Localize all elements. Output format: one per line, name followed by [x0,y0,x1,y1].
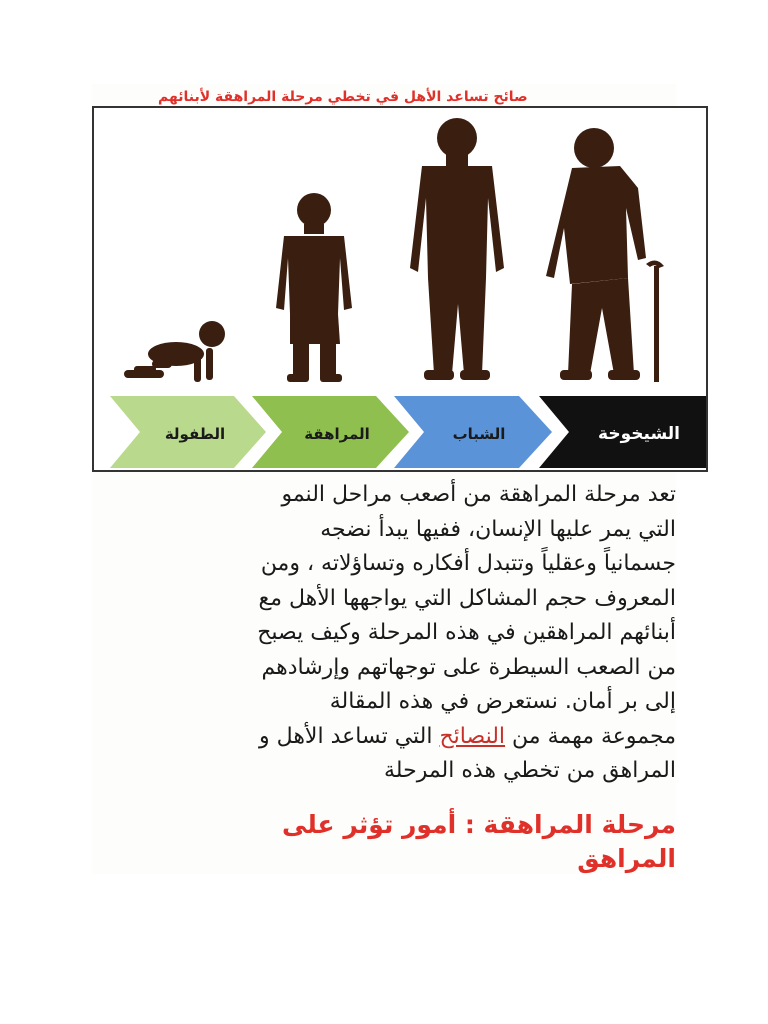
teen-silhouette [276,193,352,382]
section-heading [94,808,676,876]
body-line: جسمانياً وعقلياً وتتبدل أفكاره وتساؤلاته ، ومن [260,551,676,576]
stage-label-adolescence: المراهقة [304,425,370,443]
article-title: صائح تساعد الأهل في تخطي مرحلة المراهقة لأبنائهم [158,89,528,105]
tips-link[interactable]: النصائح [439,723,506,749]
body-line: التي يمر عليها الإنسان، ففيها يبدأ نضجه [320,516,676,542]
stage-arrow-adolescence [252,396,409,468]
stage-arrow-childhood [110,396,266,468]
stage-label-youth: الشباب [452,425,506,443]
article-body [94,478,676,789]
body-line: المراهق من تخطي هذه المرحلة [384,758,676,783]
body-line: أبنائهم المراهقين في هذه المرحلة وكيف يصبح [257,620,676,645]
body-line: من الصعب السيطرة على توجهاتهم وإرشادهم [261,654,676,680]
section-heading-line: مرحلة المراهقة : أمور تؤثر على [282,810,676,839]
body-line: المعروف حجم المشاكل التي يواجهها الأهل مع [258,585,676,611]
body-line: إلى بر أمان. نستعرض في هذه المقالة [329,689,676,714]
stage-label-childhood: الطفولة [164,425,226,443]
body-text-segment: مجموعة مهمة من [505,723,676,749]
section-heading-line: المراهق [577,844,676,873]
body-line-with-link [94,720,676,755]
body-line: تعد مرحلة المراهقة من أصعب مراحل النمو [281,482,676,507]
baby-silhouette [124,321,225,382]
stage-label-old-age: الشيخوخة [598,424,680,444]
life-stages-illustration [92,106,708,472]
stage-arrow-old-age [539,396,706,468]
young-man-silhouette [410,118,504,380]
stage-arrow-youth [394,396,552,468]
elderly-man-silhouette [546,128,664,382]
body-text-segment: التي تساعد الأهل و [259,723,440,749]
